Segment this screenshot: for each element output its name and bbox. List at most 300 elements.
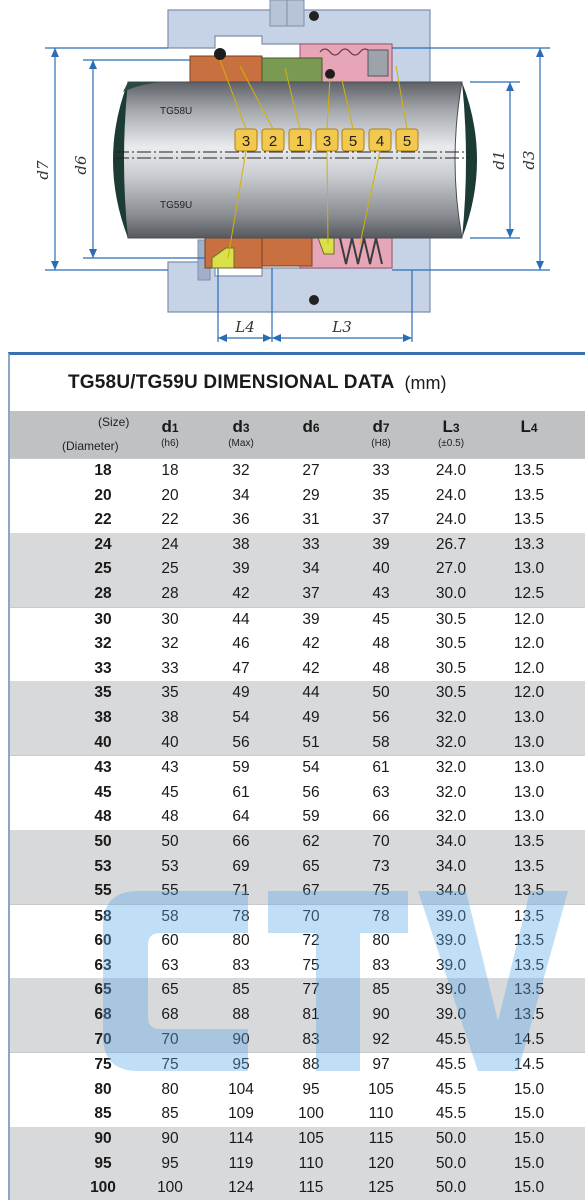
cell-l4: 13.5: [513, 511, 545, 529]
cell-d1: 25: [161, 560, 179, 578]
header-symbol: d7: [372, 417, 390, 436]
cell-d3: 32: [232, 462, 250, 479]
cell-d1: 95: [161, 1154, 179, 1172]
cell-d3: 59: [232, 759, 250, 777]
cell-d7: 66: [372, 808, 390, 826]
cell-l3: 30.5: [435, 684, 467, 702]
cell-d6: 110: [298, 1154, 324, 1172]
cell-d3: 78: [232, 907, 250, 925]
table-row: [10, 1028, 585, 1053]
cell-d3: 83: [232, 956, 250, 974]
cell-d6: 56: [302, 783, 320, 801]
cell-d3: 66: [232, 832, 250, 850]
cell-d3: 71: [232, 882, 250, 900]
dim-label-l4: L4: [235, 318, 255, 336]
part-tag: [369, 129, 391, 151]
cell-d3: 90: [232, 1030, 250, 1048]
cell-l4: 13.5: [513, 882, 545, 900]
header-l4: [494, 417, 564, 438]
cell-l4: 13.3: [513, 535, 545, 553]
svg-text:2: 2: [268, 133, 278, 150]
cell-d7: 39: [372, 535, 390, 553]
cell-d3: 38: [232, 535, 250, 553]
cell-l4: 14.5: [513, 1056, 545, 1074]
header-symbol: d6: [302, 417, 320, 436]
cell-d7: 43: [372, 584, 390, 602]
cell-l4: 13.5: [513, 932, 545, 950]
cell-d1: 22: [161, 511, 179, 529]
cell-d6: 37: [302, 584, 320, 602]
cell-d7: 58: [372, 733, 390, 751]
table-row: [10, 533, 585, 558]
cell-l4: 14.5: [513, 1030, 545, 1048]
cell-d7: 83: [372, 956, 390, 974]
cell-d1: 33: [161, 659, 179, 677]
cell-d3: 44: [232, 610, 250, 628]
o-ring-top-right: [325, 69, 335, 79]
cell-l3: 39.0: [435, 932, 467, 950]
cell-d1: 53: [161, 857, 179, 875]
cell-size: 38: [94, 708, 112, 726]
cell-d1: 63: [161, 956, 179, 974]
cell-l4: 13.5: [513, 1006, 545, 1024]
cell-d7: 120: [368, 1154, 394, 1172]
cell-d6: 39: [302, 610, 320, 628]
cell-l3: 39.0: [435, 907, 467, 925]
table-row: [10, 830, 585, 855]
part-tag: [262, 129, 284, 151]
header-note: (h6): [161, 438, 179, 449]
cell-l3: 50.0: [435, 1130, 467, 1148]
part-tag: [342, 129, 364, 151]
cell-d7: 48: [372, 659, 390, 677]
cell-size: 22: [94, 511, 112, 529]
cell-d1: 43: [161, 759, 179, 777]
cell-l4: 13.0: [513, 783, 545, 801]
row-group: [10, 904, 585, 979]
table-row: [10, 582, 585, 607]
cell-size: 65: [94, 981, 112, 999]
cell-d3: 85: [232, 981, 250, 999]
cell-d6: 31: [302, 511, 320, 529]
rotating-face-bottom: [262, 236, 312, 266]
shaft: [113, 82, 477, 238]
table-row: [10, 1127, 585, 1152]
cell-size: 63: [94, 956, 112, 974]
cell-l3: 24.0: [435, 486, 467, 504]
cell-d7: 63: [372, 783, 390, 801]
cell-size: 53: [94, 857, 112, 875]
table-row: [10, 905, 585, 930]
cell-l4: 13.0: [513, 808, 545, 826]
cell-l4: 15.0: [513, 1080, 545, 1098]
cell-l4: 13.5: [513, 462, 545, 479]
cell-l4: 13.0: [513, 708, 545, 726]
cell-size: 68: [94, 1006, 112, 1024]
cell-d1: 50: [161, 832, 179, 850]
cell-d1: 75: [161, 1056, 179, 1074]
header-symbol: L4: [520, 417, 538, 436]
cell-size: 58: [94, 907, 112, 925]
dim-label-d1: d1: [490, 150, 508, 170]
cell-l4: 12.0: [513, 635, 545, 653]
svg-text:5: 5: [402, 133, 412, 150]
table-row: [10, 855, 585, 880]
shaft-label-top: TG58U: [160, 106, 193, 117]
rotating-face-top: [262, 58, 322, 82]
cell-l4: 13.5: [513, 832, 545, 850]
table-body: [10, 458, 585, 1200]
table-row: [10, 731, 585, 756]
seal-cross-section-drawing: [0, 0, 585, 352]
table-row: [10, 929, 585, 954]
cell-d1: 70: [161, 1030, 179, 1048]
table-row: [10, 978, 585, 1003]
row-group: [10, 978, 585, 1052]
cell-d1: 65: [161, 981, 179, 999]
cell-d6: 83: [302, 1030, 320, 1048]
o-ring-top-left: [214, 48, 226, 60]
cell-d7: 125: [368, 1179, 394, 1197]
cell-d1: 85: [161, 1105, 179, 1123]
header-note: (H8): [371, 438, 391, 449]
table-row: [10, 954, 585, 979]
cell-d1: 18: [161, 462, 179, 479]
cell-d1: 58: [161, 907, 179, 925]
cell-l3: 32.0: [435, 759, 467, 777]
cell-l3: 27.0: [435, 560, 467, 578]
drawing-svg: [0, 0, 585, 352]
cell-d6: 75: [302, 956, 320, 974]
cell-d7: 35: [372, 486, 390, 504]
cell-d7: 61: [372, 759, 390, 777]
cell-l4: 15.0: [513, 1154, 545, 1172]
dim-label-d3: d3: [520, 150, 538, 170]
cell-size: 60: [94, 932, 112, 950]
table-row: [10, 879, 585, 904]
dimensional-data-table: [8, 352, 585, 1200]
cell-l3: 39.0: [435, 1006, 467, 1024]
cell-d6: 29: [302, 486, 320, 504]
cell-size: 95: [94, 1154, 112, 1172]
row-group: [10, 1052, 585, 1127]
cell-size: 100: [90, 1179, 116, 1197]
header-d6: [276, 417, 346, 438]
cell-l3: 34.0: [435, 882, 467, 900]
cell-d6: 62: [302, 832, 320, 850]
table-row: [10, 459, 585, 484]
header-d7: [346, 417, 416, 449]
header-diameter-label: (Diameter): [62, 439, 119, 453]
cell-d7: 110: [368, 1105, 394, 1123]
cell-d3: 114: [228, 1130, 254, 1148]
cell-d7: 80: [372, 932, 390, 950]
cell-l4: 13.5: [513, 981, 545, 999]
cell-d1: 35: [161, 684, 179, 702]
cell-d6: 77: [302, 981, 320, 999]
cell-d6: 42: [302, 659, 320, 677]
cell-d6: 100: [298, 1105, 324, 1123]
cell-d7: 50: [372, 684, 390, 702]
cell-d6: 59: [302, 808, 320, 826]
cell-d7: 105: [368, 1080, 394, 1098]
row-group: [10, 607, 585, 682]
cell-d6: 88: [302, 1056, 320, 1074]
cell-d7: 56: [372, 708, 390, 726]
cell-l3: 50.0: [435, 1154, 467, 1172]
cell-d7: 73: [372, 857, 390, 875]
cell-d1: 55: [161, 882, 179, 900]
cell-l4: 12.5: [513, 584, 545, 602]
cell-d6: 34: [302, 560, 320, 578]
cell-l3: 45.5: [435, 1080, 467, 1098]
cell-l3: 34.0: [435, 832, 467, 850]
cell-size: 18: [94, 462, 112, 479]
part-tag: [235, 129, 257, 151]
row-group: [10, 681, 585, 755]
table-row: [10, 1102, 585, 1127]
cell-l3: 45.5: [435, 1105, 467, 1123]
cell-d3: 80: [232, 932, 250, 950]
cell-size: 90: [94, 1130, 112, 1148]
cell-d3: 124: [228, 1179, 254, 1197]
header-d3: [206, 417, 276, 449]
table-row: [10, 1176, 585, 1200]
cell-d3: 88: [232, 1006, 250, 1024]
cell-d1: 100: [157, 1179, 183, 1197]
cell-d6: 105: [298, 1130, 324, 1148]
cell-l3: 26.7: [435, 535, 467, 553]
shaft-label-bottom: TG59U: [160, 200, 193, 211]
table-row: [10, 781, 585, 806]
cell-d6: 65: [302, 857, 320, 875]
table-row: [10, 681, 585, 706]
part-tag: [289, 129, 311, 151]
row-group: [10, 533, 585, 607]
cell-l4: 13.0: [513, 560, 545, 578]
cell-size: 32: [94, 635, 112, 653]
svg-text:1: 1: [295, 133, 305, 150]
cell-d7: 115: [368, 1130, 394, 1148]
table-row: [10, 756, 585, 781]
cell-size: 48: [94, 808, 112, 826]
cell-d1: 90: [161, 1130, 179, 1148]
cell-l3: 39.0: [435, 956, 467, 974]
cell-l3: 50.0: [435, 1179, 467, 1197]
cell-size: 35: [94, 684, 112, 702]
table-row: [10, 632, 585, 657]
cell-d3: 104: [228, 1080, 254, 1098]
cell-l3: 32.0: [435, 808, 467, 826]
cell-d7: 48: [372, 635, 390, 653]
cell-l4: 13.0: [513, 759, 545, 777]
cell-d6: 51: [302, 733, 320, 751]
cell-size: 50: [94, 832, 112, 850]
table-row: [10, 1003, 585, 1028]
header-symbol: d1: [161, 417, 179, 436]
cell-l3: 30.5: [435, 610, 467, 628]
table-row: [10, 1152, 585, 1177]
cell-d3: 119: [228, 1154, 254, 1172]
cell-l3: 34.0: [435, 857, 467, 875]
table-row: [10, 805, 585, 830]
table-row: [10, 657, 585, 682]
cell-d6: 115: [298, 1179, 324, 1197]
header-d1: [135, 417, 205, 449]
row-group: [10, 755, 585, 830]
table-row: [10, 484, 585, 509]
cell-d7: 45: [372, 610, 390, 628]
cell-l3: 30.0: [435, 584, 467, 602]
cell-l4: 13.0: [513, 733, 545, 751]
cell-d3: 49: [232, 684, 250, 702]
cell-d1: 48: [161, 808, 179, 826]
table-title: [10, 355, 585, 411]
cell-l4: 15.0: [513, 1179, 545, 1197]
cell-l4: 12.0: [513, 684, 545, 702]
cell-l3: 39.0: [435, 981, 467, 999]
cell-size: 30: [94, 610, 112, 628]
part-tag: [396, 129, 418, 151]
cell-d6: 54: [302, 759, 320, 777]
table-unit: (mm): [404, 372, 447, 393]
cell-d1: 24: [161, 535, 179, 553]
cell-d6: 27: [302, 462, 320, 479]
table-row: [10, 706, 585, 731]
cell-d7: 70: [372, 832, 390, 850]
table-header-row: [10, 411, 585, 458]
cell-d7: 92: [372, 1030, 390, 1048]
cell-l4: 12.0: [513, 610, 545, 628]
cell-d1: 40: [161, 733, 179, 751]
svg-text:3: 3: [322, 133, 332, 150]
svg-text:4: 4: [375, 133, 385, 150]
cell-l3: 32.0: [435, 783, 467, 801]
cell-l4: 13.5: [513, 956, 545, 974]
cell-size: 45: [94, 783, 112, 801]
cell-l4: 13.5: [513, 857, 545, 875]
header-symbol: d3: [232, 417, 250, 436]
table-row: [10, 1078, 585, 1103]
cell-d1: 80: [161, 1080, 179, 1098]
cell-d3: 47: [232, 659, 250, 677]
cell-d1: 32: [161, 635, 179, 653]
cell-l4: 13.5: [513, 907, 545, 925]
cell-d7: 90: [372, 1006, 390, 1024]
svg-text:5: 5: [348, 133, 358, 150]
cell-size: 43: [94, 759, 112, 777]
cell-l4: 15.0: [513, 1130, 545, 1148]
cell-d1: 28: [161, 584, 179, 602]
row-group: [10, 458, 585, 533]
cell-size: 80: [94, 1080, 112, 1098]
cell-size: 75: [94, 1056, 112, 1074]
cell-d7: 37: [372, 511, 390, 529]
cell-size: 20: [94, 486, 112, 504]
cell-d7: 75: [372, 882, 390, 900]
cell-l4: 15.0: [513, 1105, 545, 1123]
cell-l4: 13.5: [513, 486, 545, 504]
cell-d1: 30: [161, 610, 179, 628]
cell-d3: 69: [232, 857, 250, 875]
cell-d3: 42: [232, 584, 250, 602]
table-title-text: TG58U/TG59U DIMENSIONAL DATA: [68, 372, 395, 393]
cell-d6: 44: [302, 684, 320, 702]
cell-d1: 20: [161, 486, 179, 504]
table-row: [10, 557, 585, 582]
table-row: [10, 508, 585, 533]
cell-d7: 97: [372, 1056, 390, 1074]
cell-size: 28: [94, 584, 112, 602]
cell-size: 40: [94, 733, 112, 751]
table-row: [10, 1053, 585, 1078]
cell-size: 55: [94, 882, 112, 900]
cell-d3: 61: [232, 783, 250, 801]
cell-size: 85: [94, 1105, 112, 1123]
cell-d1: 68: [161, 1006, 179, 1024]
header-note: (±0.5): [437, 438, 465, 449]
cell-l3: 32.0: [435, 708, 467, 726]
cell-d7: 78: [372, 907, 390, 925]
cell-d3: 109: [228, 1105, 254, 1123]
cell-d6: 67: [302, 882, 320, 900]
cell-l3: 24.0: [435, 511, 467, 529]
cell-size: 24: [94, 535, 112, 553]
cell-d6: 81: [302, 1006, 320, 1024]
cell-l3: 30.5: [435, 659, 467, 677]
cell-l4: 12.0: [513, 659, 545, 677]
header-note: (Max): [228, 438, 254, 449]
header-l3: [416, 417, 486, 449]
cell-d3: 54: [232, 708, 250, 726]
dim-label-d7: d7: [34, 160, 52, 180]
cell-d3: 64: [232, 808, 250, 826]
cell-d3: 56: [232, 733, 250, 751]
dim-label-d6: d6: [72, 155, 90, 175]
header-symbol: L3: [442, 417, 460, 436]
table-row: [10, 608, 585, 633]
cell-size: 25: [94, 560, 112, 578]
cell-d3: 36: [232, 511, 250, 529]
cell-d3: 34: [232, 486, 250, 504]
row-group: [10, 830, 585, 904]
cell-d3: 46: [232, 635, 250, 653]
cell-d6: 42: [302, 635, 320, 653]
cell-d1: 60: [161, 932, 179, 950]
dim-label-l3: L3: [332, 318, 352, 336]
cell-d7: 40: [372, 560, 390, 578]
cell-d6: 33: [302, 535, 320, 553]
cell-l3: 45.5: [435, 1030, 467, 1048]
cell-d6: 95: [302, 1080, 320, 1098]
cell-l3: 30.5: [435, 635, 467, 653]
cell-l3: 24.0: [435, 462, 467, 479]
row-group: [10, 1127, 585, 1200]
cell-d3: 39: [232, 560, 250, 578]
header-size-label: (Size): [98, 415, 130, 429]
svg-text:3: 3: [241, 133, 251, 150]
cell-d1: 38: [161, 708, 179, 726]
cell-size: 33: [94, 659, 112, 677]
cell-l3: 32.0: [435, 733, 467, 751]
cell-d6: 72: [302, 932, 320, 950]
stationary-seat-top: [190, 56, 262, 82]
cell-d7: 33: [372, 462, 390, 479]
cell-l3: 45.5: [435, 1056, 467, 1074]
part-tag: [316, 129, 338, 151]
cell-d6: 49: [302, 708, 320, 726]
cell-d3: 95: [232, 1056, 250, 1074]
